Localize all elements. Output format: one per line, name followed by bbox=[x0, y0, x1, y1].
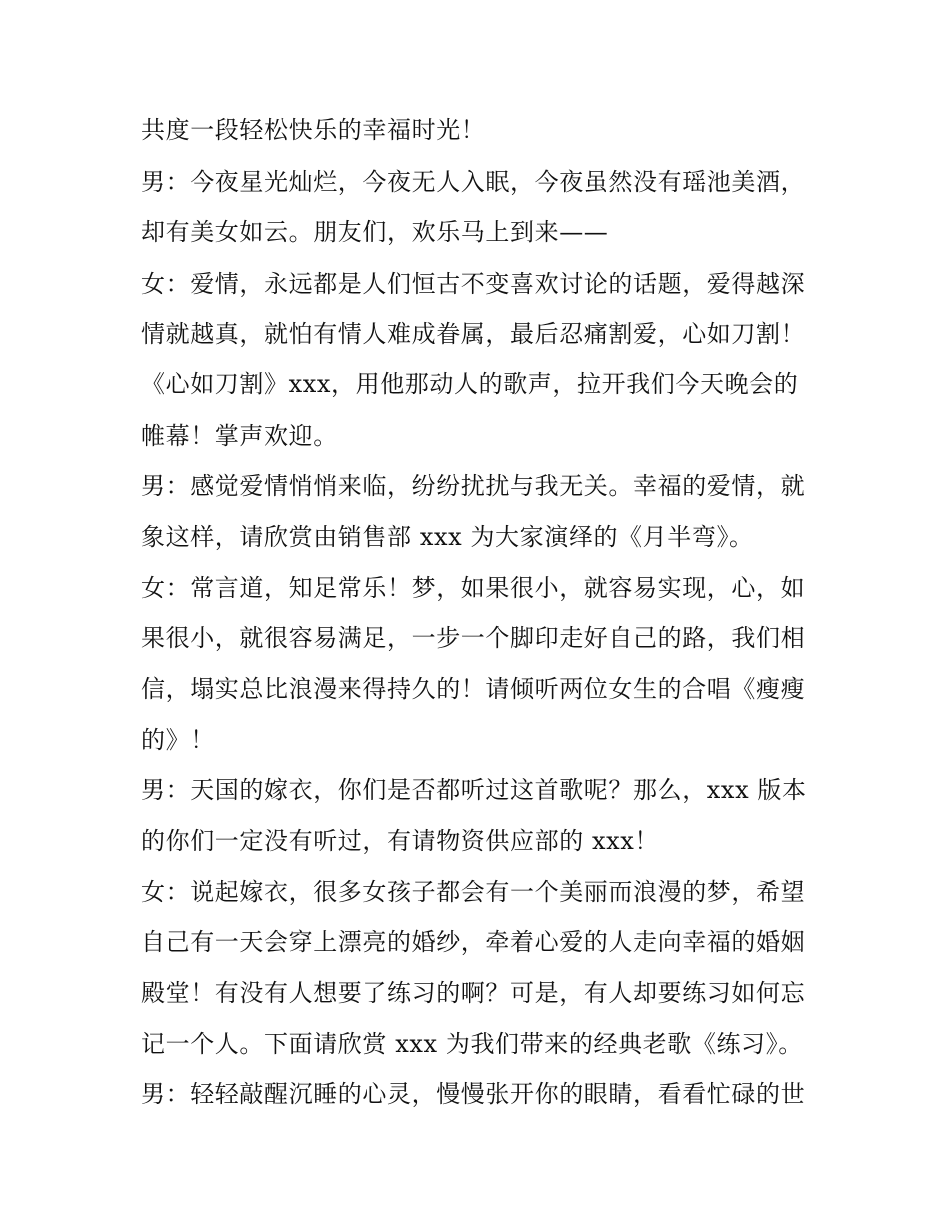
text-line: 帷幕！掌声欢迎。 bbox=[141, 422, 338, 450]
text-line: 男：感觉爱情悄悄来临，纷纷扰扰与我无关。幸福的爱情，就 bbox=[141, 472, 806, 500]
text-line: 信，塌实总比浪漫来得持久的！请倾听两位女生的合唱《瘦瘦 bbox=[141, 675, 806, 703]
text-line: 果很小，就很容易满足，一步一个脚印走好自己的路，我们相 bbox=[141, 624, 806, 652]
text-line: 的你们一定没有听过，有请物资供应部的 xxx！ bbox=[141, 827, 660, 855]
text-line: 女：常言道，知足常乐！梦，如果很小，就容易实现，心，如 bbox=[141, 574, 806, 602]
text-line: 却有美女如云。朋友们，欢乐马上到来—— bbox=[141, 218, 609, 246]
text-line: 男：轻轻敲醒沉睡的心灵，慢慢张开你的眼睛，看看忙碌的世 bbox=[141, 1080, 806, 1108]
text-line: 共度一段轻松快乐的幸福时光！ bbox=[141, 116, 486, 144]
text-line: 记一个人。下面请欣赏 xxx 为我们带来的经典老歌《练习》。 bbox=[141, 1030, 803, 1058]
text-line: 情就越真，就怕有情人难成眷属，最后忍痛割爱，心如刀割！ bbox=[141, 320, 806, 348]
text-line: 男：天国的嫁衣，你们是否都听过这首歌呢？那么，xxx 版本 bbox=[141, 776, 807, 804]
text-line: 《心如刀割》xxx，用他那动人的歌声，拉开我们今天晚会的 bbox=[141, 370, 799, 398]
text-line: 女：说起嫁衣，很多女孩子都会有一个美丽而浪漫的梦，希望 bbox=[141, 878, 806, 906]
text-line: 殿堂！有没有人想要了练习的啊？可是，有人却要练习如何忘 bbox=[141, 979, 806, 1007]
text-line: 女：爱情，永远都是人们恒古不变喜欢讨论的话题，爱得越深 bbox=[141, 270, 806, 298]
text-line: 的》！ bbox=[141, 726, 215, 754]
text-line: 象这样，请欣赏由销售部 xxx 为大家演绎的《月半弯》。 bbox=[141, 523, 754, 551]
text-line: 自己有一天会穿上漂亮的婚纱，牵着心爱的人走向幸福的婚姻 bbox=[141, 928, 806, 956]
text-line: 男：今夜星光灿烂，今夜无人入眠，今夜虽然没有瑶池美酒， bbox=[141, 168, 806, 196]
